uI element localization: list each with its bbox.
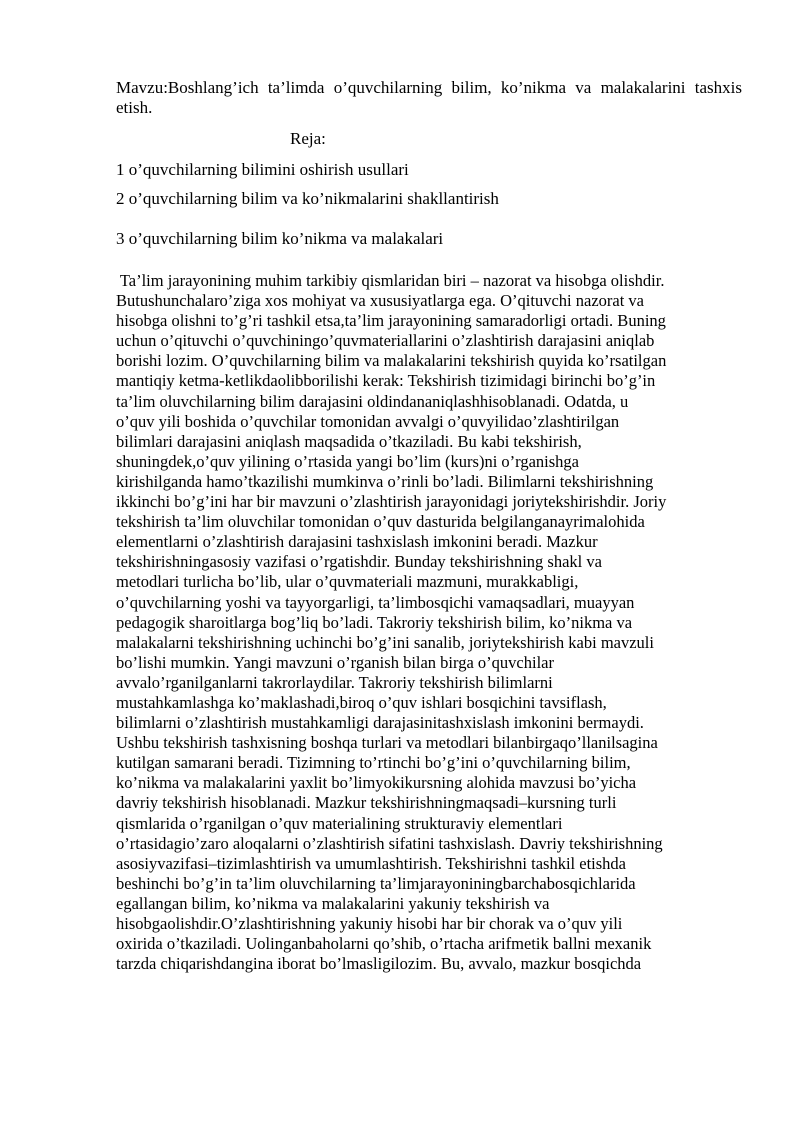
body-line: beshinchi bo’g’in ta’lim oluvchilarning ta’limjarayoniningbarchabosqichlarida — [116, 873, 636, 893]
body-line: egallangan bilim, ko’nikma va malakalarini yakuniy tekshirish va — [116, 893, 550, 913]
body-line: metodlari turlicha bo’lib, ular o’quvmateriali mazmuni, murakkabligi, — [116, 572, 579, 592]
body-line: asosiyvazifasi–tizimlashtirish va umumlashtirish. Tekshirishni tashkil etishda — [116, 853, 626, 873]
body-line: Ta’lim jarayonining muhim tarkibiy qismlaridan biri – nazorat va hisobga olishdir. — [116, 271, 665, 290]
body-line: elementlarni o’zlashtirish darajasini tashxislash imkonini beradi. Mazkur — [116, 532, 598, 552]
body-line: hisobga olishni to’g’ri tashkil etsa,ta’lim jarayonining samaradorligi ortadi. Buning — [116, 311, 666, 331]
body-line: avvalo’rganilganlarni takrorlaydilar. Takroriy tekshirish bilimlarni — [116, 672, 553, 692]
body-line: Butushunchalaro’ziga xos mohiyat va xususiyatlarga ega. O’qituvchi nazorat va — [116, 291, 644, 311]
body-line: ko’nikma va malakalarini yaxlit bo’limyokikursning alohida mavzusi bo’yicha — [116, 773, 637, 793]
body-line: davriy tekshirish hisoblanadi. Mazkur tekshirishningmaqsadi–kursning turli — [116, 793, 617, 813]
body-line: o’quv yili boshida o’quvchilar tomonidan avvalgi o’quvyilidao’zlashtirilgan — [116, 411, 620, 431]
body-line: hisobgaolishdir.O’zlashtirishning yakuniy hisobi har bir chorak va o’quv yili — [116, 914, 623, 933]
body-line: o’quvchilarning yoshi va tayyorgarligi, ta’limbosqichi vamaqsadlari, muayyan — [116, 592, 635, 612]
body-line: bo’lishi mumkin. Yangi mavzuni o’rganish bilan birga o’quvchilar — [116, 652, 554, 672]
body-line: borishi lozim. O’quvchilarning bilim va malakalarini tekshirish quyida ko’rsatilgan — [116, 351, 667, 371]
body-paragraph — [116, 271, 746, 974]
body-line: mustahkamlashga ko’maklashadi,biroq o’quv ishlari bosqichini tavsiflash, — [116, 692, 607, 712]
body-line: o’rtasidagio’zaro aloqalarni o’zlashtirish sifatini tashxislash. Davriy tekshirishning — [116, 833, 663, 853]
plan-heading: Reja: — [290, 129, 326, 148]
body-line: ta’lim oluvchilarning bilim darajasini oldindananiqlashhisoblanadi. Odatda, u — [116, 391, 629, 411]
body-line: qismlarida o’rganilgan o’quv materialining strukturaviy elementlari — [116, 813, 563, 833]
body-line: Ushbu tekshirish tashxisning boshqa turlari va metodlari bilanbirgaqo’llanilsagina — [116, 733, 658, 753]
plan-item-2: 2 o’quvchilarning bilim va ko’nikmalarini shakllantirish — [116, 189, 499, 208]
body-line: tekshirishningasosiy vazifasi o’rgatishdir. Bunday tekshirishning shakl va — [116, 552, 602, 572]
body-line: tekshirish ta’lim oluvchilar tomonidan o’quv dasturida belgilanganayrimalohida — [116, 512, 645, 532]
body-line: kirishilganda hamo’tkazilishi mumkinva o’rinli bo’ladi. Bilimlarni tekshirishning — [116, 471, 654, 491]
body-line: bilimlari darajasini aniqlash maqsadida o’tkaziladi. Bu kabi tekshirish, — [116, 431, 582, 451]
body-line: tarzda chiqarishdangina iborat bo’lmasligilozim. Bu, avvalo, mazkur bosqichda — [116, 954, 642, 974]
body-line: mantiqiy ketma-ketlikdaolibborilishi kerak: Tekshirish tizimidagi birinchi bo’g’in — [116, 371, 656, 391]
body-line: bilimlarni o’zlashtirish mustahkamligi darajasinitashxislash imkonini bermaydi. — [116, 713, 644, 733]
body-line: pedagogik sharoitlarga bog’liq bo’ladi. Takroriy tekshirish bilim, ko’nikma va — [116, 612, 633, 632]
plan-item-3: 3 o’quvchilarning bilim ko’nikma va malakalari — [116, 229, 444, 248]
body-line: ikkinchi bo’g’ini har bir mavzuni o’zlashtirish jarayonidagi joriytekshirishdir. Joriy — [116, 492, 667, 512]
body-line: shuningdek,o’quv yilining o’rtasida yangi bo’lim (kurs)ni o’rganishga — [116, 451, 579, 471]
body-line: kutilgan samarani beradi. Tizimning to’rtinchi bo’g’ini o’quvchilarning bilim, — [116, 753, 631, 773]
plan-item-1: 1 o’quvchilarning bilimini oshirish usullari — [116, 160, 409, 179]
subject-heading: Mavzu:Boshlang’ich ta’limda o’quvchilarning bilim, ko’nikma va malakalarini tashxis etish. — [116, 78, 742, 117]
body-line: oxirida o’tkaziladi. Uolinganbaholarni qo’shib, o’rtacha arifmetik ballni mexanik — [116, 934, 652, 954]
body-line: uchun o’qituvchi o’quvchiningo’quvmateriallarini o’zlashtirish darajasini aniqlab — [116, 331, 655, 351]
body-line: malakalarni tekshirishning uchinchi bo’g’ini sanalib, joriytekshirish kabi mavzuli — [116, 632, 654, 652]
